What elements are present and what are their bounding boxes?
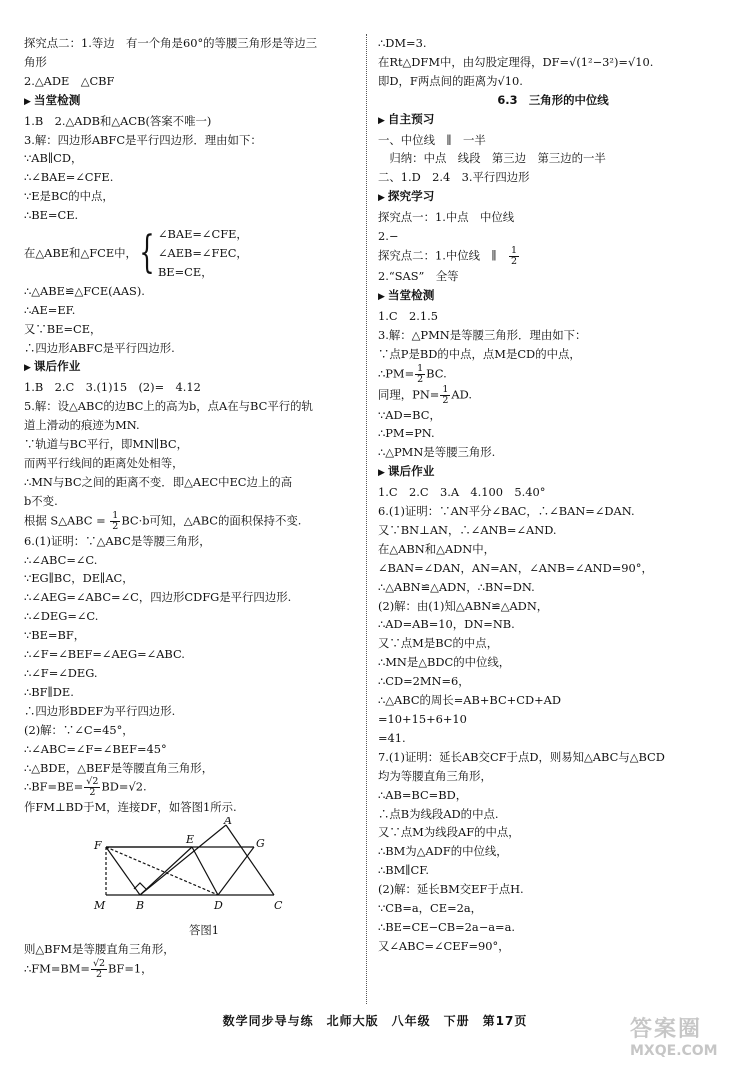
text-line: ∴四边形BDEF为平行四边形. <box>24 703 176 718</box>
text-line: ∴△PMN是等腰三角形. <box>378 445 496 460</box>
text-line: 2.△ADE △CBF <box>24 73 115 88</box>
text-line: ∴∠ABC=∠F=∠BEF=45° <box>24 741 167 756</box>
fraction-denominator: 2 <box>442 394 449 406</box>
label-e: E <box>186 833 195 847</box>
text-line: ∴点B为线段AD的中点. <box>378 806 499 821</box>
right-column <box>378 34 728 956</box>
segment-be <box>140 847 192 895</box>
segment-ed <box>192 847 218 895</box>
figure-caption: 答图1 <box>188 923 220 938</box>
formula-line <box>378 385 728 406</box>
text-line: ∴BE=CE−CB=2a−a=a. <box>378 919 516 934</box>
text-line: 5.解：设△ABC的边BC上的高为b，点A在与BC平行的轨 <box>24 399 313 414</box>
left-column <box>24 34 358 980</box>
text-line: ∵点P是BD的中点，点M是CD的中点， <box>378 346 581 361</box>
text-line: 一、中位线 ∥ 一半 <box>378 132 486 147</box>
fraction-numerator: 1 <box>511 244 518 256</box>
left-brace: { <box>139 227 155 279</box>
fraction <box>91 959 107 980</box>
text-line: ∴BM∥CF. <box>378 863 430 878</box>
section-heading: ▶ 当堂检测 <box>24 91 358 112</box>
text-line: 归纳：中点 线段 第三边 第三边的一半 <box>378 151 606 166</box>
text-line: ∴△ABC的周长=AB+BC+CD+AD <box>378 693 561 708</box>
brace-line: ∠AEB=∠FEC， <box>157 245 248 260</box>
formula-before: 同理，PN= <box>378 387 440 401</box>
text-line: 1.B 2.△ADB和△ACB(答案不唯一) <box>24 113 212 128</box>
text-line: 道上滑动的痕迹为MN. <box>24 418 140 433</box>
formula-line <box>24 959 358 980</box>
formula-before: ∴FM=BM= <box>24 961 90 976</box>
label-g: G <box>256 837 265 851</box>
text-line: 在△ABN和△ADN中， <box>378 541 495 556</box>
text-line: 探究点二：1.等边 有一个角是60°的等腰三角形是等边三 <box>24 36 318 50</box>
column-divider <box>366 34 367 1004</box>
text-line: ∵E是BC的中点， <box>24 189 114 204</box>
text-line: (2)解：∵∠C=45°， <box>24 722 134 737</box>
text-line: 又∠ABC=∠CEF=90°， <box>378 938 510 953</box>
text-line: ∠BAN=∠DAN，AN=AN，∠ANB=∠AND=90°， <box>378 560 653 575</box>
text-line: ∴BM为△ADF的中位线， <box>378 844 508 859</box>
text-line: 则△BFM是等腰直角三角形， <box>24 942 175 957</box>
label-b: B <box>136 899 145 913</box>
section-heading: ▶ 课后作业 <box>24 357 358 378</box>
formula-line <box>24 777 358 798</box>
text-line: ∴MN与BC之间的距离不变．即△AEC中EC边上的高 <box>24 474 293 489</box>
text-line: 又∵BE=CE， <box>24 321 102 336</box>
segment-ac <box>226 825 274 895</box>
formula-before: 探究点二：1.中位线 ∥ <box>378 248 509 263</box>
brace-condition-block <box>24 225 358 282</box>
label-a: A <box>224 817 232 828</box>
formula-after: BC·b可知，△ABC的面积保持不变. <box>121 513 302 528</box>
label-f: F <box>94 839 102 853</box>
fraction-denominator: 2 <box>511 255 518 267</box>
text-line: 2.− <box>378 229 399 244</box>
text-line: 在Rt△DFM中，由勾股定理得，DF=√(1²−3²)=√10. <box>378 54 654 69</box>
text-line: 探究点一：1.中点 中位线 <box>378 210 515 225</box>
text-line: ∵CB=a，CE=2a， <box>378 901 483 916</box>
text-line: ∵AD=BC， <box>378 407 441 422</box>
fraction-numerator: 1 <box>417 362 424 374</box>
text-line: 又∵点M为线段AF的中点， <box>378 825 520 840</box>
text-line: 7.(1)证明：延长AB交CF于点D，则易知△ABC与△BCD <box>378 749 665 764</box>
formula-before: 根据 S△ABC = <box>24 513 110 528</box>
brace-lines <box>158 225 248 282</box>
fraction <box>84 777 100 798</box>
text-line: ∴AB=BC=BD， <box>378 787 468 802</box>
text-line: ∴PM=PN. <box>378 426 435 441</box>
watermark-bottom: MXQE.COM <box>630 1043 718 1059</box>
text-line: ∵EG∥BC，DE∥AC， <box>24 571 134 586</box>
fraction-numerator: √2 <box>86 776 99 788</box>
text-line: ∴BE=CE. <box>24 208 79 223</box>
text-line: ∴AE=EF. <box>24 302 76 317</box>
formula-line <box>378 364 728 385</box>
text-line: =10+15+6+10 <box>378 712 467 726</box>
watermark-top: 答案圈 <box>630 1017 703 1042</box>
fraction-denominator: 2 <box>112 520 119 532</box>
text-line: ∴△BDE，△BEF是等腰直角三角形， <box>24 760 214 775</box>
text-line: 即D，F两点间的距离为√10. <box>378 73 523 88</box>
fraction <box>110 511 120 532</box>
label-m: M <box>94 899 106 913</box>
text-line: =41. <box>378 730 406 745</box>
section-heading: ▶ 当堂检测 <box>378 286 728 307</box>
formula-before: ∴PM= <box>378 366 415 380</box>
formula-before: ∴BF=BE= <box>24 779 84 794</box>
text-line: b不变. <box>24 493 58 508</box>
segment-ab <box>140 825 226 895</box>
formula-after: BC. <box>426 366 447 380</box>
section-heading: ▶ 自主预习 <box>378 110 728 131</box>
geometry-figure <box>24 817 358 921</box>
section-heading: ▶ 探究学习 <box>378 187 728 208</box>
text-line: ∴∠ABC=∠C. <box>24 552 98 567</box>
text-line: 又∵BN⊥AN，∴∠ANB=∠AND. <box>378 522 557 537</box>
text-line: ∴CD=2MN=6， <box>378 674 470 689</box>
text-line: 又∵点M是BC的中点， <box>378 636 499 651</box>
chapter-title: 6.3 三角形的中位线 <box>497 92 609 107</box>
text-line: ∴∠F=∠BEF=∠AEG=∠ABC. <box>24 647 185 662</box>
text-line: ∴BF∥DE. <box>24 684 74 699</box>
formula-after: BD=√2. <box>101 779 147 794</box>
fraction-denominator: 2 <box>95 969 103 981</box>
text-line: ∵AB∥CD， <box>24 151 83 166</box>
text-line: 6.(1)证明：∵AN平分∠BAC，∴∠BAN=∠DAN. <box>378 504 635 519</box>
formula-after: AD. <box>451 387 472 401</box>
text-line: 而两平行线间的距离处处相等， <box>24 455 184 470</box>
text-line: ∴∠DEG=∠C. <box>24 609 99 624</box>
text-line: 2.“SAS” 全等 <box>378 268 459 283</box>
text-line: ∴DM=3. <box>378 36 427 50</box>
text-line: 角形 <box>24 54 47 69</box>
brace-line: BE=CE， <box>157 264 213 279</box>
text-line: 均为等腰直角三角形， <box>378 768 492 783</box>
text-line: ∴∠AEG=∠ABC=∠C，四边形CDFG是平行四边形. <box>24 590 292 605</box>
label-d: D <box>214 899 223 913</box>
fraction-numerator: √2 <box>92 958 106 970</box>
brace-prefix: 在△ABE和△FCE中， <box>24 245 137 260</box>
text-line: 作FM⊥BD于M，连接DF，如答图1所示. <box>24 800 237 815</box>
fraction-numerator: 1 <box>442 383 449 395</box>
text-line: ∵轨道与BC平行，即MN∥BC， <box>24 437 189 452</box>
text-line: 3.解：△PMN是等腰三角形．理由如下： <box>378 327 587 342</box>
fraction-numerator: 1 <box>112 509 119 521</box>
segment-gd <box>218 847 254 895</box>
formula-after: BF=1， <box>108 961 153 976</box>
text-line: 1.C 2.1.5 <box>378 308 438 323</box>
fraction <box>509 246 519 267</box>
section-heading: ▶ 课后作业 <box>378 462 728 483</box>
text-line: ∴四边形ABFC是平行四边形. <box>24 340 175 355</box>
fraction-denominator: 2 <box>417 373 424 385</box>
watermark-logo <box>630 1012 742 1068</box>
page-footer: 数学同步导与练 北师大版 八年级 下册 第17页 <box>222 1014 528 1028</box>
text-line: ∴∠F=∠DEG. <box>24 666 98 680</box>
text-line: ∴△ABE≌△FCE(AAS). <box>24 283 145 298</box>
text-line: 1.B 2.C 3.(1)15 (2)= 4.12 <box>24 380 201 395</box>
text-line: (2)解：延长BM交EF于点H. <box>378 882 524 897</box>
text-line: ∴MN是△BDC的中位线， <box>378 655 511 670</box>
fraction <box>440 385 450 406</box>
text-line: (2)解：由(1)知△ABN≌△ADN， <box>378 598 549 613</box>
fraction-denominator: 2 <box>89 787 96 799</box>
text-line: 1.C 2.C 3.A 4.100 5.40° <box>378 485 546 500</box>
fraction <box>415 364 425 385</box>
text-line: ∴∠BAE=∠CFE. <box>24 170 114 185</box>
text-line: 6.(1)证明：∵△ABC是等腰三角形， <box>24 533 211 548</box>
figure-svg <box>84 817 284 921</box>
text-line: ∵BE=BF， <box>24 628 86 643</box>
text-line: 二、1.D 2.4 3.平行四边形 <box>378 170 530 185</box>
brace-line: ∠BAE=∠CFE， <box>157 227 248 242</box>
text-line: 3.解：四边形ABFC是平行四边形．理由如下： <box>24 132 262 147</box>
text-line: ∴AD=AB=10，DN=NB. <box>378 617 515 632</box>
formula-line <box>378 246 728 267</box>
text-line: ∴△ABN≌△ADN，∴BN=DN. <box>378 579 535 594</box>
label-c: C <box>274 899 283 913</box>
formula-line <box>24 511 358 532</box>
